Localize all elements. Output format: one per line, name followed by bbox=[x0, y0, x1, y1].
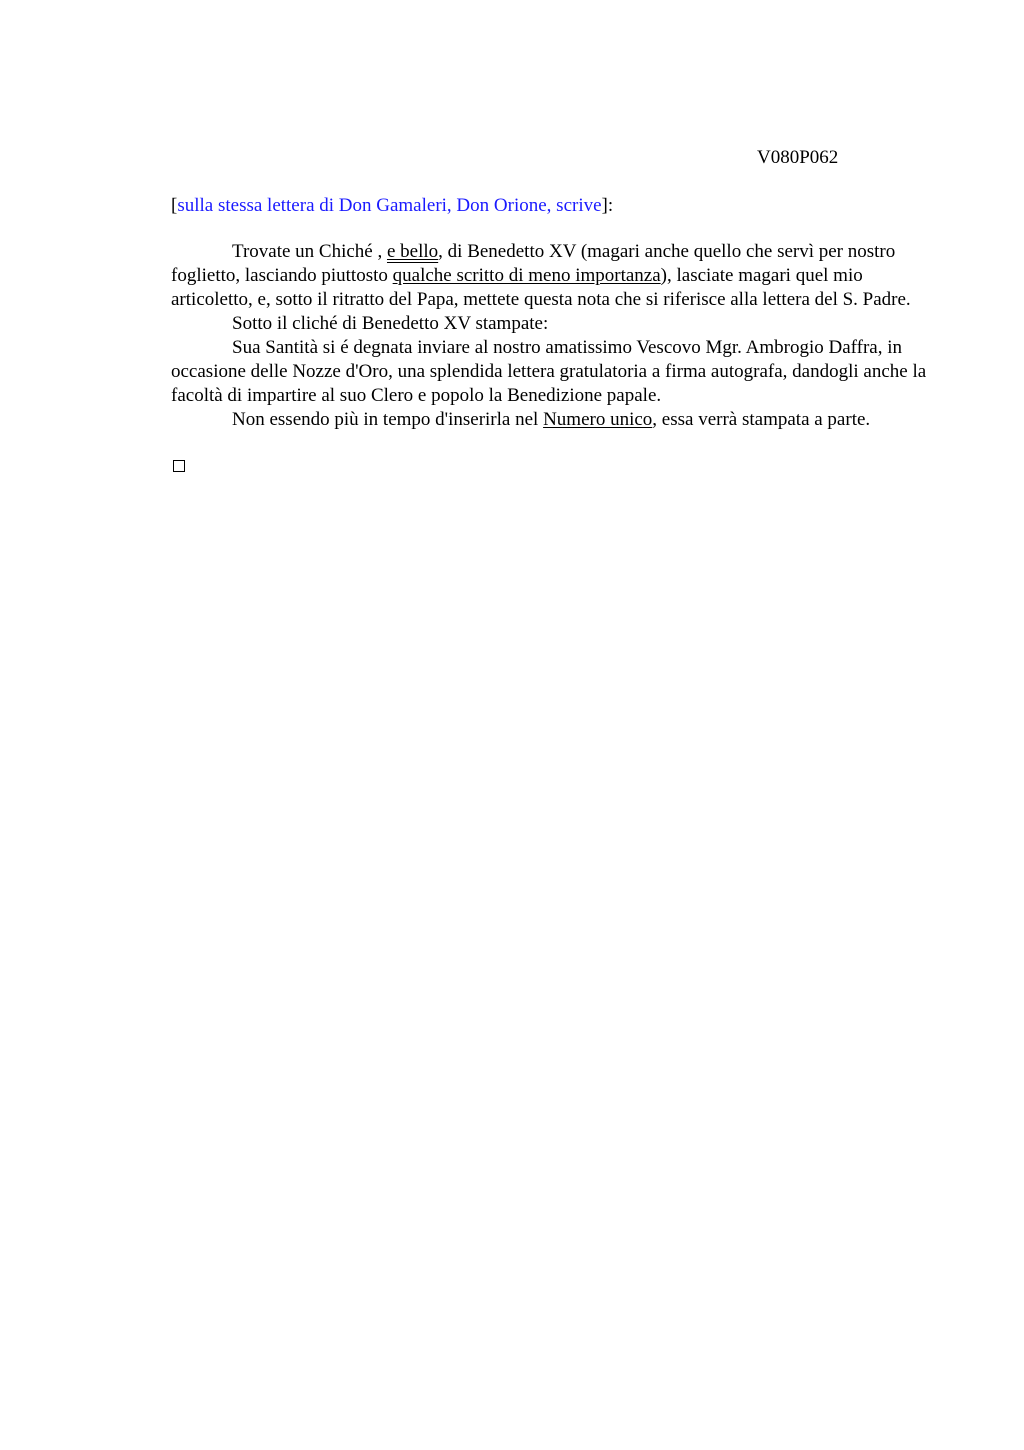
paragraph-1-text-a: Trovate un Chiché , bbox=[232, 241, 387, 262]
close-bracket: ]: bbox=[601, 195, 614, 216]
open-bracket: [ bbox=[171, 195, 178, 216]
double-underlined-text: e bello bbox=[386, 241, 439, 262]
paragraph-1 bbox=[171, 240, 931, 312]
underlined-text: qualche scritto di meno importanza bbox=[392, 265, 661, 286]
paragraph-4-text-c: , essa verrà stampata a parte. bbox=[652, 409, 871, 430]
editorial-note-text: sulla stessa lettera di Don Gamaleri, Don Orione, scrive bbox=[177, 195, 602, 216]
underlined-text-numero-unico: Numero unico bbox=[543, 409, 653, 430]
paragraph-1-text-c: , di Benedetto XV (magari anche quello che servì per nostro foglietto, lasciando piuttosto bbox=[171, 241, 896, 286]
paragraph-1-text-e: ), lasciate magari quel mio articoletto, e, sotto il ritratto del Papa, mettete questa nota che si riferisce alla lettera del S. Padre. bbox=[171, 265, 911, 310]
page-reference-code: V080P062 bbox=[757, 147, 839, 168]
paragraph-2: Sotto il cliché di Benedetto XV stampate: bbox=[232, 313, 549, 334]
letter-body bbox=[171, 240, 931, 432]
paragraph-4-text-a: Non essendo più in tempo d'inserirla nel bbox=[232, 409, 544, 430]
paragraph-4 bbox=[171, 408, 931, 432]
empty-square-icon bbox=[173, 460, 185, 472]
paragraph-3: Sua Santità si é degnata inviare al nostro amatissimo Vescovo Mgr. Ambrogio Daffra, in occasione delle Nozze d'Oro, una splendida lettera gratulatoria a firma autografa, dandogli anche la facoltà di impartire al suo Clero e popolo la Benedizione papale. bbox=[171, 337, 927, 406]
editorial-note bbox=[171, 194, 613, 218]
